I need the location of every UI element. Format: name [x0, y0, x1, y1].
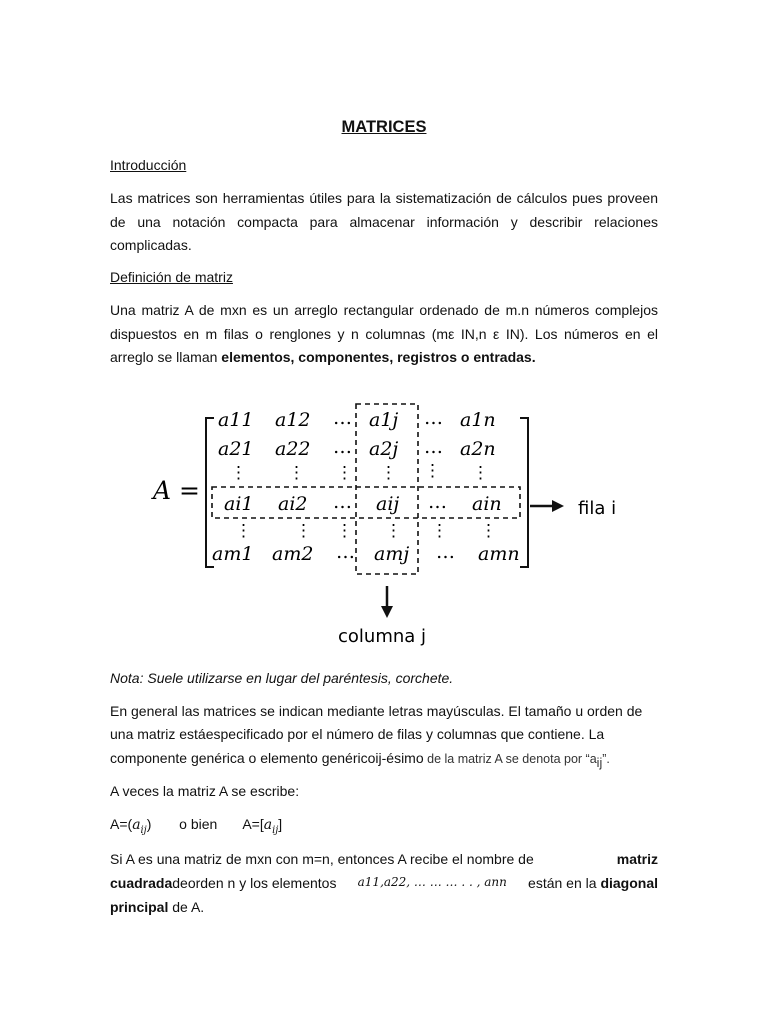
general-line-1-text: En general las matrices se indican mediante letras mayúsculas. El tamaño u orden de — [110, 703, 643, 719]
matrix-entry: a1j — [369, 409, 399, 431]
definition-bold-terms: elementos, componentes, registros o entradas. — [221, 349, 536, 365]
section-heading-introduction: Introducción — [110, 157, 187, 173]
matrix-entry: … — [333, 491, 352, 513]
matrix-row-i — [224, 491, 502, 515]
matrix-entry: ain — [472, 493, 502, 515]
svg-text:⋮: ⋮ — [235, 521, 252, 541]
matrix-entry: ai1 — [224, 493, 254, 515]
matrix-lhs-label: A = — [153, 476, 200, 505]
matrix-entry: … — [436, 541, 455, 563]
svg-text:⋮: ⋮ — [288, 463, 305, 483]
notation-second-prefix: A=[ — [242, 816, 264, 832]
intro-paragraph: Las matrices son herramientas útiles para la sistematización de cálculos pues proveen de una notación compacta para almacenar información y describir relaciones complicadas. — [110, 190, 658, 253]
definition-text: Una matriz A de mxn es un arreglo rectangular ordenado de m.n números complejos dispuestos en m filas o renglones y n columnas (mε IN,n ε IN). Los números en el arreglo se llaman — [110, 302, 658, 365]
notation-second-symbol: a — [263, 817, 273, 833]
notation-first-symbol: a — [132, 817, 141, 833]
notation-first-prefix: A=( — [110, 816, 133, 832]
matrix-entry: … — [424, 407, 443, 429]
notation-line — [110, 816, 658, 836]
matrix-entry: amj — [374, 543, 410, 565]
matrix-entry: am2 — [272, 543, 314, 565]
vertical-ellipsis-row-upper — [230, 461, 489, 483]
row-label: fila i — [578, 498, 617, 519]
square-line-3-end: de A. — [168, 899, 205, 915]
square-line-1-bold: matriz — [616, 851, 658, 867]
definition-paragraph — [110, 299, 658, 370]
svg-text:⋮: ⋮ — [424, 461, 441, 481]
matrix-entry: … — [424, 436, 443, 458]
svg-text:⋮: ⋮ — [380, 463, 397, 483]
svg-text:⋮: ⋮ — [230, 463, 247, 483]
matrix-entry: a22 — [275, 438, 311, 460]
svg-text:⋮: ⋮ — [336, 521, 353, 541]
general-line-2: una matriz estáespecificado por el número de filas y columnas que contiene. La — [110, 726, 605, 742]
square-line-2-bold: cuadrada — [110, 875, 173, 891]
matrix-figure — [140, 388, 640, 656]
matrix-entry: … — [428, 491, 447, 513]
vertical-ellipsis-row-lower — [235, 521, 497, 541]
general-line-1 — [110, 703, 658, 719]
square-line-1-text: Si A es una matriz de mxn con m=n, entonces A recibe el nombre de — [110, 851, 534, 867]
matrix-entry: … — [333, 407, 352, 429]
general-line-3-suffix: de la matriz A se denota por “a — [423, 752, 597, 766]
svg-text:⋮: ⋮ — [480, 521, 497, 541]
square-line-2-text: deorden n y los elementos — [172, 875, 337, 891]
square-line-3 — [110, 899, 658, 915]
row-arrow — [530, 500, 564, 512]
page-title: MATRICES — [341, 118, 427, 136]
right-bracket — [520, 418, 528, 567]
section-heading-definition: Definición de matriz — [110, 269, 233, 285]
square-line-2 — [110, 875, 658, 891]
notation-first-sub: ij — [140, 824, 147, 836]
matrix-entry: a2j — [369, 438, 399, 460]
notation-first-suffix: ) — [146, 816, 152, 832]
svg-text:⋮: ⋮ — [295, 521, 312, 541]
matrix-entry: am1 — [212, 543, 254, 565]
veces-text: A veces la matriz A se escribe: — [110, 783, 300, 799]
matrix-entry: … — [336, 541, 355, 563]
matrix-entry: a1n — [460, 409, 496, 431]
general-line-3-sub: ij — [596, 755, 603, 770]
notation-second-sub: ij — [272, 824, 279, 836]
svg-text:⋮: ⋮ — [385, 521, 402, 541]
notation-second-suffix: ] — [278, 816, 283, 832]
matrix-row-m — [212, 541, 520, 565]
svg-text:⋮: ⋮ — [431, 521, 448, 541]
matrix-entry: a11 — [218, 409, 254, 431]
square-line-1 — [110, 851, 658, 867]
svg-text:⋮: ⋮ — [336, 463, 353, 483]
matrix-entry: … — [333, 436, 352, 458]
column-arrow — [381, 586, 393, 618]
square-line-2-bold-b: diagonal — [600, 875, 658, 891]
matrix-entry: a12 — [275, 409, 311, 431]
svg-text:⋮: ⋮ — [472, 463, 489, 483]
column-label: columna j — [338, 626, 427, 647]
general-line-3-end: ”. — [602, 752, 610, 766]
notation-or: o bien — [179, 816, 218, 832]
square-line-2-text-b: están en la — [528, 875, 597, 891]
matrix-entry: a2n — [460, 438, 496, 460]
matrix-row-2 — [218, 436, 496, 460]
square-diagonal-elements: a11,a22, … … … . . , ann — [357, 875, 507, 889]
general-line-3 — [110, 750, 658, 770]
matrix-entry: amn — [478, 543, 520, 565]
matrix-entry: ai2 — [278, 493, 308, 515]
square-line-3-bold: principal — [110, 899, 169, 915]
matrix-entry: a21 — [218, 438, 254, 460]
note-text: Nota: Suele utilizarse en lugar del paréntesis, corchete. — [110, 670, 454, 686]
matrix-entry: aij — [376, 493, 400, 515]
general-line-3-text: componente genérica o elemento genéricoij-ésimo — [110, 750, 424, 766]
matrix-row-1 — [218, 407, 496, 431]
